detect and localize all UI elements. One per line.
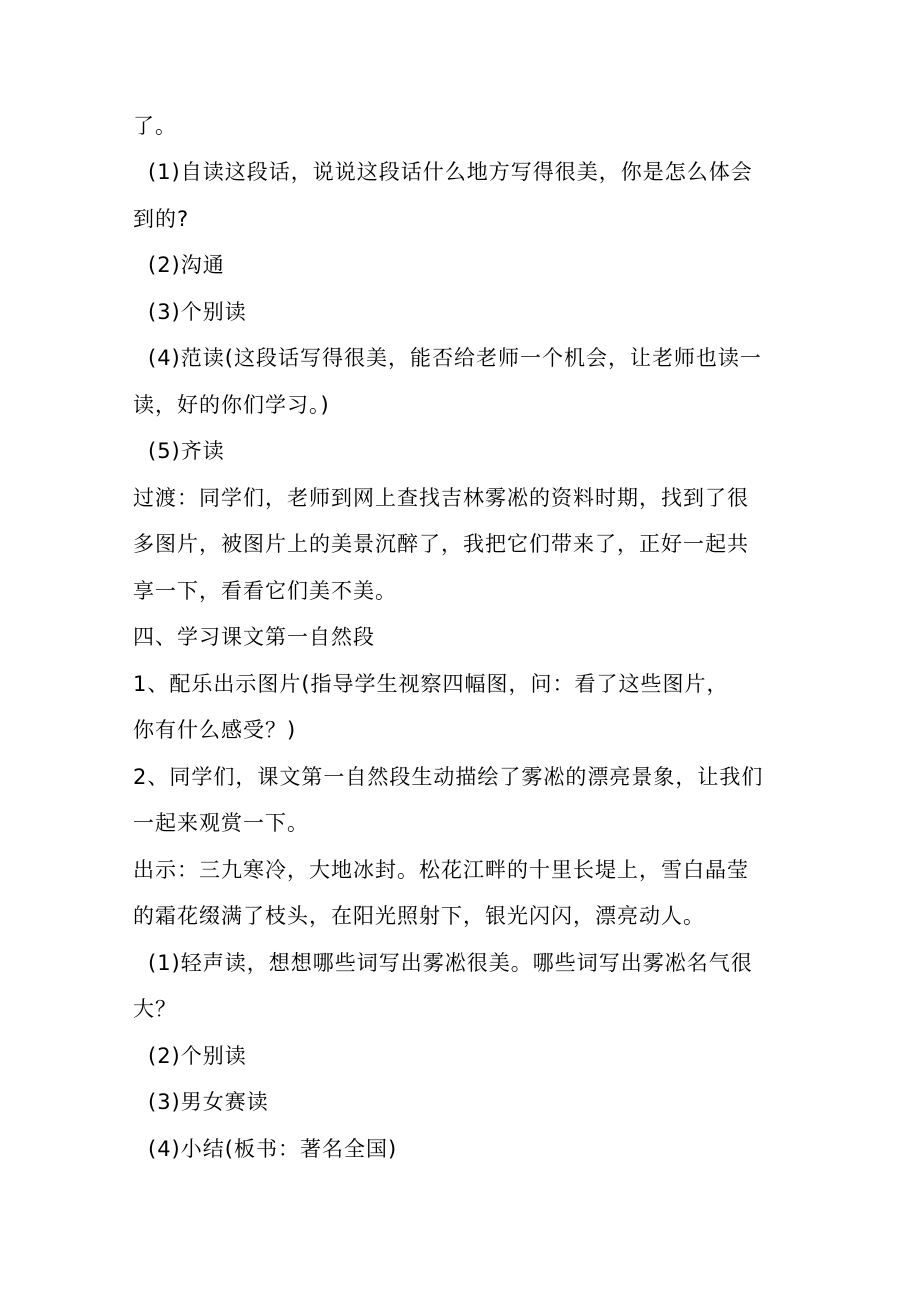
text-line: 享一下，看看它们美不美。	[133, 579, 397, 603]
text-line: 你有什么感受？)	[133, 718, 297, 742]
text-line: (5)齐读	[148, 439, 225, 463]
text-line: 过渡：同学们，老师到网上查找吉林雾凇的资料时期，找到了很	[133, 486, 749, 510]
text-line: (2)个别读	[148, 1044, 247, 1068]
text-line: (1)轻声读，想想哪些词写出雾凇很美。哪些词写出雾凇名气很	[148, 951, 753, 975]
text-line: 多图片，被图片上的美景沉醉了，我把它们带来了，正好一起共	[133, 532, 749, 556]
text-line: 2、同学们，课文第一自然段生动描绘了雾凇的漂亮景象，让我们	[133, 765, 764, 789]
text-line: (2)沟通	[148, 253, 225, 277]
text-line: (4)小结(板书：著名全国)	[148, 1137, 398, 1161]
text-line: (1)自读这段话，说说这段话什么地方写得很美，你是怎么体会	[148, 160, 753, 184]
section-heading: 四、学习课文第一自然段	[133, 625, 375, 649]
text-line: (4)范读(这段话写得很美，能否给老师一个机会，让老师也读一	[148, 346, 762, 370]
text-line: 到的?	[133, 207, 190, 231]
text-line: 一起来观赏一下。	[133, 811, 309, 835]
text-line: 了。	[133, 114, 177, 138]
text-line: 读，好的你们学习。)	[133, 393, 330, 417]
text-line: 大？	[133, 997, 177, 1021]
text-line: (3)男女赛读	[148, 1090, 269, 1114]
text-line: 的霜花缀满了枝头，在阳光照射下，银光闪闪，漂亮动人。	[133, 904, 705, 928]
text-line: 出示：三九寒冷，大地冰封。松花江畔的十里长堤上，雪白晶莹	[133, 858, 749, 882]
text-line: (3)个别读	[148, 300, 247, 324]
text-line: 1、配乐出示图片(指导学生视察四幅图，问：看了这些图片，	[133, 672, 729, 696]
